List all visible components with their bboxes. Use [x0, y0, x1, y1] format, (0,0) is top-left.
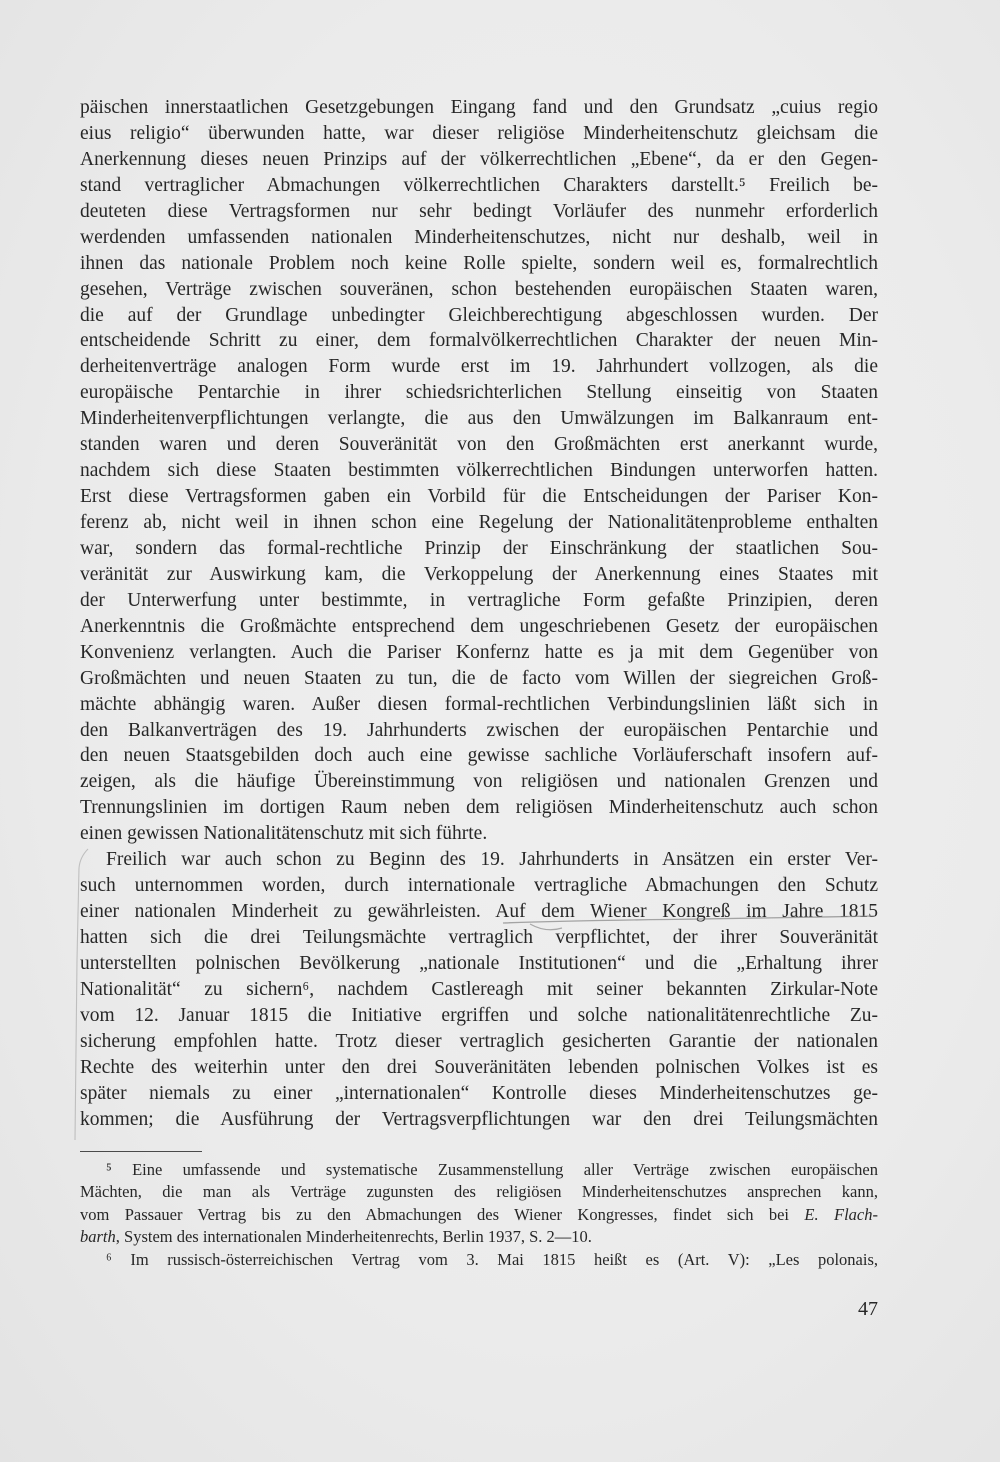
body-line: stand vertraglicher Abmachungen völkerrechtlichen Charakters darstellt.⁵ Freilich be- — [80, 174, 878, 196]
body-line: nachdem sich diese Staaten bestimmten völkerrechtlichen Bindungen unterworfen hatten. — [80, 460, 878, 482]
footnote-marker: ⁶ — [106, 1249, 112, 1269]
body-line: ihnen das nationale Problem noch keine Rolle spielte, sondern weil es, formalrechtlich — [80, 252, 878, 274]
body-line: einen gewissen Nationalitätenschutz mit sich führte. — [80, 823, 488, 845]
paragraph-1 — [80, 95, 878, 847]
body-line: deuteten diese Vertragsformen nur sehr bedingt Vorläufer des nunmehr erforderlich — [80, 200, 878, 222]
footnote-line — [80, 1249, 878, 1271]
footnotes — [80, 1159, 878, 1271]
body-line: päischen innerstaatlichen Gesetzgebungen Eingang fand und den Grundsatz „cuius regio — [80, 97, 878, 118]
footnote-line — [80, 1226, 878, 1248]
body-line: Freilich war auch schon zu Beginn des 19. Jahrhunderts in Ansätzen ein erster Ver- — [106, 849, 878, 871]
body-line: mächte abhängig waren. Außer diesen formal-rechtlichen Verbindungslinien läßt sich in — [80, 693, 878, 715]
author-name: barth — [80, 1227, 116, 1247]
body-line: vom 12. Januar 1815 die Initiative ergriffen und solche nationalitätenrechtliche Zu- — [80, 1004, 878, 1026]
body-line: den Balkanverträgen des 19. Jahrhunderts zwischen der europäischen Pentarchie und — [80, 719, 878, 741]
body-line: Anerkennung dieses neuen Prinzips auf der völkerrechtlichen „Ebene“, da er den Gegen- — [80, 148, 878, 170]
body-line: derheitenverträge analogen Form wurde erst im 19. Jahrhundert vollzogen, als die — [80, 356, 878, 378]
footnote-6 — [80, 1249, 878, 1271]
body-line: die auf der Grundlage unbedingter Gleichberechtigung abgeschlossen wurden. Der — [80, 304, 878, 326]
body-line: ferenz ab, nicht weil in ihnen schon eine Regelung der Nationalitätenprobleme enthalten — [80, 512, 878, 533]
body-line: standen waren und deren Souveränität von den Großmächten erst anerkannt wurde, — [80, 434, 878, 456]
body-line: veränität zur Auswirkung kam, die Verkoppelung der Anerkennung eines Staates mit — [80, 563, 878, 585]
footnote-line — [80, 1204, 878, 1226]
body-line: einer nationalen Minderheit zu gewährleisten. Auf dem Wiener Kongreß im Jahre 1815 — [80, 901, 878, 923]
body-line: sicherung empfohlen hatte. Trotz dieser vertraglich gesicherten Garantie der nationalen — [80, 1030, 878, 1052]
body-line: kommen; die Ausführung der Vertragsverpflichtungen war den drei Teilungsmächten — [80, 1108, 878, 1130]
body-line: Minderheitenverpflichtungen verlangte, die aus den Umwälzungen im Balkanraum ent- — [80, 408, 878, 430]
body-line: europäische Pentarchie in ihrer schiedsrichterlichen Stellung einseitig von Staaten — [80, 382, 878, 404]
page-number: 47 — [858, 1298, 878, 1320]
body-line: Anerkenntnis die Großmächte entsprechend dem ungeschriebenen Gesetz der europäischen — [80, 615, 878, 637]
footnote-5 — [80, 1159, 878, 1249]
body-line: unterstellten polnischen Bevölkerung „nationale Institutionen“ und die „Erhaltung ihrer — [80, 952, 878, 974]
body-line: zeigen, als die häufige Übereinstimmung von religiösen und nationalen Grenzen und — [80, 771, 878, 793]
body-line: entscheidende Schritt zu einer, dem formalvölkerrechtlichen Charakter der neuen Min- — [80, 330, 878, 352]
footnote-line — [80, 1159, 878, 1181]
author-name: E. Flach- — [804, 1204, 879, 1224]
body-line: Konvenienz verlangten. Auch die Pariser Konfernz hatte es ja mit dem Gegenüber von — [80, 641, 878, 663]
footnote-marker: ⁵ — [106, 1160, 112, 1179]
body-line: war, sondern das formal-rechtliche Prinzip der Einschränkung der staatlichen Sou- — [80, 537, 878, 559]
footnote-text: vom Passauer Vertrag bis zu den Abmachungen des Wiener Kongresses, findet sich bei — [80, 1204, 805, 1224]
body-line: Erst diese Vertragsformen gaben ein Vorbild für die Entscheidungen der Pariser Kon- — [80, 486, 878, 508]
body-line: gesehen, Verträge zwischen souveränen, schon bestehenden europäischen Staaten waren, — [80, 278, 878, 300]
footnote-line: Mächten, die man als Verträge zugunsten des religiösen Minderheitenschutzes ansprechen kann, — [80, 1182, 878, 1202]
body-line: hatten sich die drei Teilungsmächte vertraglich verpflichtet, der ihrer Souveränität — [80, 927, 878, 948]
body-line: Nationalität“ zu sichern⁶, nachdem Castlereagh mit seiner bekannten Zirkular-Note — [80, 978, 878, 1000]
body-line: werdenden umfassenden nationalen Minderheitenschutzes, nicht nur deshalb, weil in — [80, 226, 878, 248]
footnote-text: , System des internationalen Minderheitenrechts, Berlin 1937, S. 2—10. — [115, 1227, 592, 1247]
body-line: der Unterwerfung unter bestimmte, in vertragliche Form gefaßte Prinzipien, deren — [80, 589, 878, 611]
footnote-text: Eine umfassende und systematische Zusammenstellung aller Verträge zwischen europäischen — [132, 1160, 878, 1179]
body-line: such unternommen worden, durch internationale vertragliche Abmachungen den Schutz — [80, 875, 878, 897]
footnote-text: Im russisch-österreichischen Vertrag vom 3. Mai 1815 heißt es (Art. V): „Les polonais, — [130, 1249, 878, 1269]
paragraph-2 — [80, 847, 878, 1132]
body-text — [80, 95, 878, 1133]
body-line: später niemals zu einer „internationalen“ Kontrolle dieses Minderheitenschutzes ge- — [80, 1082, 878, 1104]
body-line: Rechte des weiterhin unter den drei Souveränitäten lebenden polnischen Volkes ist es — [80, 1056, 878, 1078]
body-line: den neuen Staatsgebilden doch auch eine gewisse sachliche Vorläuferschaft insofern auf- — [80, 745, 878, 767]
body-line: eius religio“ überwunden hatte, war dieser religiöse Minderheitenschutz gleichsam die — [80, 122, 878, 144]
footnote-rule — [80, 1151, 202, 1152]
body-line: Trennungslinien im dortigen Raum neben dem religiösen Minderheitenschutz auch schon — [80, 797, 878, 819]
body-line: Großmächten und neuen Staaten zu tun, die de facto vom Willen der siegreichen Groß- — [80, 667, 878, 689]
